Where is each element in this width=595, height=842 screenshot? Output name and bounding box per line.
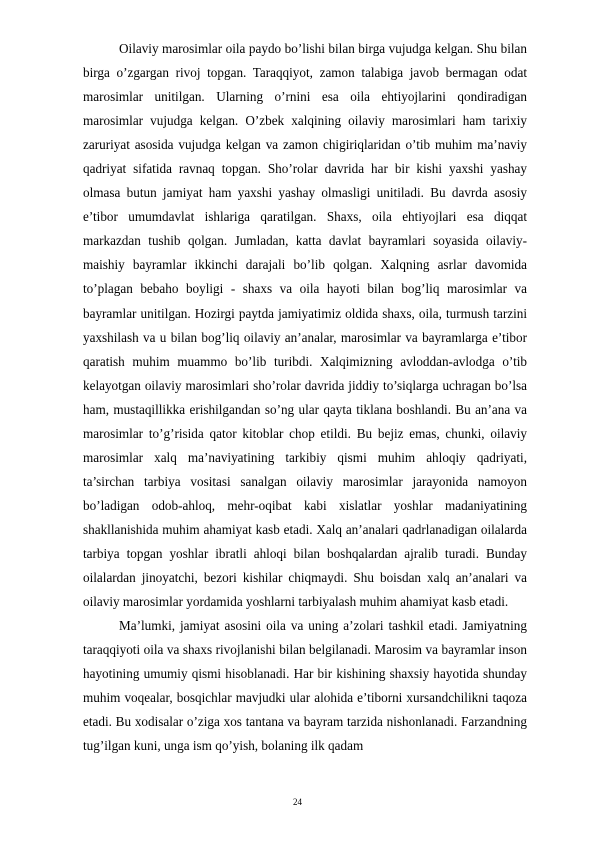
page-body — [83, 37, 527, 758]
paragraph-2: Ma’lumki, jamiyat asosini oila va uning a’zolari tashkil etadi. Jamiyatning taraqqiyoti oila va shaxs rivojlanishi bilan belgilanadi. Marosim va bayramlar inson hayotining umumiy qismi hisoblanadi. Har bir kishining shaxsiy hayotida shunday muhim voqealar, bosqichlar mavjudki ular alohida e’tiborni xursandchilikni taqoza etadi. Bu xodisalar o’ziga xos tantana va bayram tarzida nishonlanadi. Farzandning tug’ilgan kuni, unga ism qo’yish, bolaning ilk qadam — [83, 618, 527, 754]
paragraph-1: Oilaviy marosimlar oila paydo bo’lishi bilan birga vujudga kelgan. Shu bilan birga o’zgargan rivoj topgan. Taraqqiyot, zamon talabiga javob bermagan odat marosimlar unitilgan. Ularning o’rnini esa oila ehtiyojlarini qondiradigan marosimlar vujudga kelgan. O’zbek xalqining oilaviy marosimlari ham tarixiy zaruriyat asosida vujudga kelgan va zamon chigiriqlaridan o’tib muhim ma’naviy qadriyat sifatida ravnaq topgan. Sho’rolar davrida har bir kishi yaxshi yashay olmasa butun jamiyat ham yaxshi yashay olmasligi unitiladi. Bu davrda asosiy e’tibor umumdavlat ishlariga qaratilgan. Shaxs, oila ehtiyojlari esa diqqat markazdan tushib qolgan. Jumladan, katta davlat bayramlari soyasida oilaviy-maishiy bayramlar ikkinchi darajali bo’lib qolgan. Xalqning asrlar davomida to’plagan bebaho boyligi - shaxs va oila hayoti bilan bog’liq marosimlar va bayramlar unitilgan. Hozirgi paytda jamiyatimiz oldida shaxs, oila, turmush tarzini yaxshilash va u bilan bog’liq oilaviy an’analar, marosimlar va bayramlarga e’tibor qaratish muhim muammo bo’lib turibdi. Xalqimizning avloddan-avlodga o’tib kelayotgan oilaviy marosimlari sho’rolar davrida jiddiy to’siqlarga uchragan bo’lsa ham, mustaqillikka erishilgandan so’ng ular qayta tiklana boshlandi. Bu an’ana va marosimlar to’g’risida qator kitoblar chop etildi. Bu bejiz emas, chunki, oilaviy marosimlar xalq ma’naviyatining tarkibiy qismi muhim ahloqiy qadriyati, ta’sirchan tarbiya vositasi sanalgan oilaviy marosimlar jarayonida namoyon bo’ladigan odob-ahloq, mehr-oqibat kabi xislatlar yoshlar madaniyatining shakllanishida muhim ahamiyat kasb etadi. Xalq an’analari qadrlanadigan oilalarda tarbiya topgan yoshlar ibratli ahloqi bilan boshqalardan ajralib turadi. Bunday oilalardan jinoyatchi, bezori kishilar chiqmaydi. Shu boisdan xalq an’analari va oilaviy marosimlar yordamida yoshlarni tarbiyalash muhim ahamiyat kasb etadi. — [83, 41, 527, 610]
page-number: 24 — [293, 797, 302, 807]
